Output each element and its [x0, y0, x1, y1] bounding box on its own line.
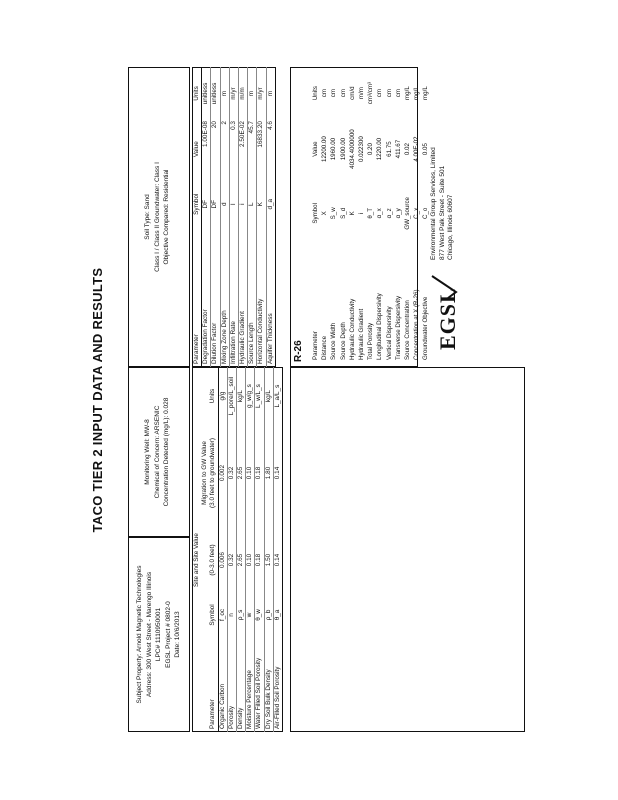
table-row: [248, 68, 257, 367]
table-row: [348, 72, 357, 362]
cell-symbol: α_z: [385, 208, 393, 219]
table-row: [366, 72, 375, 362]
cell-symbol: K: [257, 179, 266, 229]
cell-symbol: i: [239, 179, 248, 229]
cell-parameter: Degradation Factor: [202, 229, 211, 366]
cell-parameter: Source Length: [248, 229, 257, 366]
cell-symbol: ρ_s: [237, 598, 246, 631]
cell-value: 4034.4000000: [348, 129, 356, 169]
cell-mw: 0.002: [218, 424, 227, 522]
table-row: [246, 368, 255, 732]
cell-parameter: Vertical Dispersivity: [385, 306, 393, 360]
cell-value: 0.022300: [358, 136, 366, 162]
site-line: Address: 300 West Street - Marengo Illinois: [145, 571, 153, 698]
cell-units: m/yr: [257, 68, 266, 120]
table-row: [266, 68, 275, 367]
cell-value: 45.7: [248, 119, 257, 179]
cell-value: 2.50E-02: [239, 119, 248, 179]
col-symbol-header: Symbol: [201, 598, 218, 631]
mw-line: Chemical of Concern: ARSENIC: [153, 405, 161, 499]
cell-symbol: K: [348, 211, 356, 216]
company-address: [430, 147, 456, 260]
cell-parameter: Distance: [321, 335, 329, 360]
col-parameter-header: Parameter: [201, 632, 218, 732]
cell-units: unitless: [211, 68, 220, 120]
table-row: [412, 72, 421, 362]
cell-parameter: Aquifer Thickness: [266, 229, 275, 366]
cell-units: cm: [330, 88, 338, 98]
r26-box: [290, 67, 430, 367]
cell-units: cm: [376, 88, 384, 98]
cell-value: 0.20: [367, 143, 375, 156]
table-row: [211, 68, 220, 367]
r26-title: R-26: [293, 340, 304, 362]
cell-parameter: Dry Soil Bulk Density: [264, 632, 273, 732]
cell-units: mg/L: [404, 86, 412, 100]
table-row: [237, 368, 246, 732]
cell-units: cm: [339, 88, 347, 98]
cell-symbol: X: [321, 211, 329, 216]
cell-parameter: Horizontal Conductivity: [257, 229, 266, 366]
cell-parameter: Hydraulic Gradient: [358, 308, 366, 360]
col-units-header: Units: [201, 368, 218, 425]
cell-units: cm: [385, 88, 393, 98]
cell-parameter: Source Width: [330, 322, 338, 360]
cell-symbol: DF: [211, 179, 220, 229]
cell-value: 16833.20: [257, 119, 266, 179]
cell-units: m: [220, 68, 229, 120]
cell-symbol: I: [229, 179, 238, 229]
cell-units: kg/L: [264, 368, 273, 425]
col-parameter-header: Parameter: [312, 331, 319, 360]
cell-parameter: Moisture Percentage: [246, 632, 255, 732]
cell-units: cm³/cm³: [367, 81, 375, 105]
transport-parameters-table: [192, 67, 276, 367]
cell-site: 0.006: [218, 522, 227, 598]
soil-line: Class I / Class II Groundwater: Class I: [153, 162, 161, 272]
cell-parameter: Groundwater Objective: [422, 296, 430, 360]
cell-units: kg/L: [237, 368, 246, 425]
monitoring-well-box: [128, 367, 190, 537]
cell-value: 1900.00: [339, 137, 347, 161]
checkmark-logo-icon: [430, 274, 460, 300]
cell-symbol: θ_a: [273, 598, 282, 631]
col-site-value-subheader: (0-3.0 feet): [201, 522, 218, 598]
cell-parameter: Density: [237, 632, 246, 732]
table-row: [227, 368, 236, 732]
cell-mw: 0.32: [227, 424, 236, 522]
table-row: [202, 68, 211, 367]
table-row: [264, 368, 273, 732]
table-row: [339, 72, 348, 362]
cell-value: 1220.00: [376, 137, 384, 161]
cell-mw: 1.80: [264, 424, 273, 522]
table-row: [218, 368, 227, 732]
cell-symbol: L: [248, 179, 257, 229]
cell-parameter: Concentration at X (R-26): [413, 289, 421, 360]
cell-symbol: S_w: [330, 207, 338, 220]
col-units-header: Units: [193, 68, 202, 120]
cell-value: 12200.00: [321, 136, 329, 162]
cell-value: 20: [211, 119, 220, 179]
soil-parameters-table: [192, 367, 283, 732]
cell-units: L_w/L_s: [255, 368, 264, 425]
cell-units: g/g: [218, 368, 227, 425]
address-line: Environmental Group Services, Limited: [430, 147, 437, 260]
table-row: [320, 72, 329, 362]
cell-symbol: w: [246, 598, 255, 631]
cell-parameter: Organic Carbon: [218, 632, 227, 732]
table-row: [385, 72, 394, 362]
site-line: LPC# 1110950001: [155, 607, 162, 662]
cell-units: unitless: [202, 68, 211, 120]
table-row: [220, 68, 229, 367]
cell-units: m: [248, 68, 257, 120]
egsl-logo: EGSL: [435, 287, 460, 350]
col-symbol-header: Symbol: [312, 203, 319, 224]
cell-symbol: α_x: [376, 208, 384, 219]
mw-line: Monitoring Well: MW-8: [144, 419, 151, 485]
cell-units: m: [266, 68, 275, 120]
page-title: TACO TIER 2 INPUT DATA AND RESULTS: [90, 267, 105, 533]
cell-units: m/m: [239, 68, 248, 120]
col-site-value-header: Site and Site Value: [193, 533, 200, 587]
cell-units: L_pore/L_soil: [227, 368, 236, 425]
cell-parameter: Water Filled Soil Porosity: [255, 632, 264, 732]
cell-mw: 0.14: [273, 424, 282, 522]
col-symbol-header: Symbol: [193, 179, 202, 229]
cell-value: 4.00E-02: [413, 136, 421, 162]
cell-site: 0.10: [246, 522, 255, 598]
soil-line: Objective Compared: Residential: [163, 169, 170, 265]
col-mw-value-header: Migration to GW Value (3.0 feet to groundwater): [201, 424, 218, 522]
cell-site: 0.18: [255, 522, 264, 598]
site-info-box: [128, 537, 190, 732]
cell-units: L_a/L_s: [273, 368, 282, 425]
table-row: [229, 68, 238, 367]
cell-site: 0.32: [227, 522, 236, 598]
cell-value: 0.05: [422, 143, 430, 156]
col-units-header: Units: [312, 86, 319, 101]
cell-parameter: Longitudinal Dispersivity: [376, 293, 384, 360]
cell-symbol: n: [227, 598, 236, 631]
cell-value: 0.02: [404, 143, 412, 156]
cell-parameter: Infiltration Rate: [229, 229, 238, 366]
cell-symbol: GW_source: [404, 197, 412, 230]
cell-parameter: Air-Filled Soil Porosity: [273, 632, 282, 732]
cell-symbol: S_d: [339, 207, 347, 219]
table-row: [357, 72, 366, 362]
table-row: [255, 368, 264, 732]
cell-value: 411.67: [394, 139, 402, 159]
cell-mw: 2.65: [237, 424, 246, 522]
table-row: [403, 72, 412, 362]
table-row: [273, 368, 282, 732]
soil-line: Soil Type: Sand: [144, 194, 151, 240]
blank-plot-box: [290, 367, 525, 732]
cell-value: 1960.00: [330, 137, 338, 161]
table-row: [257, 68, 266, 367]
cell-symbol: DF: [202, 179, 211, 229]
cell-value: 61.75: [385, 141, 393, 157]
table-row: [239, 68, 248, 367]
cell-parameter: Mixing Zone Depth: [220, 229, 229, 366]
soil-type-box: [128, 67, 190, 367]
site-line: EGSL Project # 0802-0: [164, 601, 172, 668]
table-row: [375, 72, 384, 362]
cell-value: 1.00E-08: [202, 119, 211, 179]
address-line: 877 West Palk Street - Suite 501: [438, 165, 446, 260]
cell-units: m/yr: [229, 68, 238, 120]
cell-symbol: C_o: [422, 207, 430, 220]
cell-site: 1.50: [264, 522, 273, 598]
mw-line: Concentration Detected (mg/L): 0.028: [163, 397, 170, 507]
rotated-page: [90, 60, 530, 740]
cell-units: cm: [394, 88, 402, 98]
cell-symbol: f_oc: [218, 598, 227, 631]
address-line: Chicago, Illinois 60607: [447, 194, 455, 260]
cell-parameter: Source Concentration: [404, 300, 412, 360]
cell-site: 2.65: [237, 522, 246, 598]
cell-parameter: Transverse Dispersivity: [394, 295, 402, 360]
cell-symbol: d_a: [266, 179, 275, 229]
site-line: Subject Property: Arnold Magnetic Technologies: [136, 565, 143, 704]
cell-units: cm: [321, 88, 329, 98]
col-value-header: Value: [312, 141, 319, 157]
cell-symbol: d: [220, 179, 229, 229]
cell-symbol: ρ_b: [264, 598, 273, 631]
cell-units: g_w/g_s: [246, 368, 255, 425]
cell-units: mg/L: [413, 86, 421, 100]
cell-value: 2: [220, 119, 229, 179]
table-row: [329, 72, 338, 362]
col-parameter-header: Parameter: [193, 229, 202, 366]
cell-symbol: θ_w: [255, 598, 264, 631]
cell-parameter: Total Porosity: [367, 322, 375, 360]
cell-symbol: C_x: [413, 207, 421, 219]
cell-parameter: Dilution Factor: [211, 229, 220, 366]
cell-symbol: α_y: [394, 208, 402, 219]
col-value-header: Value: [193, 119, 202, 179]
cell-parameter: Porosity: [227, 632, 236, 732]
cell-parameter: Hydraulic Gradient: [239, 229, 248, 366]
site-line: Date: 10/6/2013: [174, 611, 181, 658]
r26-table: [311, 72, 431, 362]
cell-symbol: θ_T: [367, 208, 375, 219]
cell-mw: 0.18: [255, 424, 264, 522]
cell-site: 0.14: [273, 522, 282, 598]
cell-value: 4.6: [266, 119, 275, 179]
cell-value: 0.3: [229, 119, 238, 179]
cell-symbol: i: [358, 212, 366, 215]
cell-units: mg/L: [422, 86, 430, 100]
cell-units: m/m: [358, 87, 366, 100]
table-row: [394, 72, 403, 362]
cell-parameter: Hydraulic Conductivity: [348, 298, 356, 360]
cell-mw: 0.10: [246, 424, 255, 522]
cell-units: cm/d: [348, 86, 356, 100]
cell-parameter: Source Depth: [339, 322, 347, 360]
